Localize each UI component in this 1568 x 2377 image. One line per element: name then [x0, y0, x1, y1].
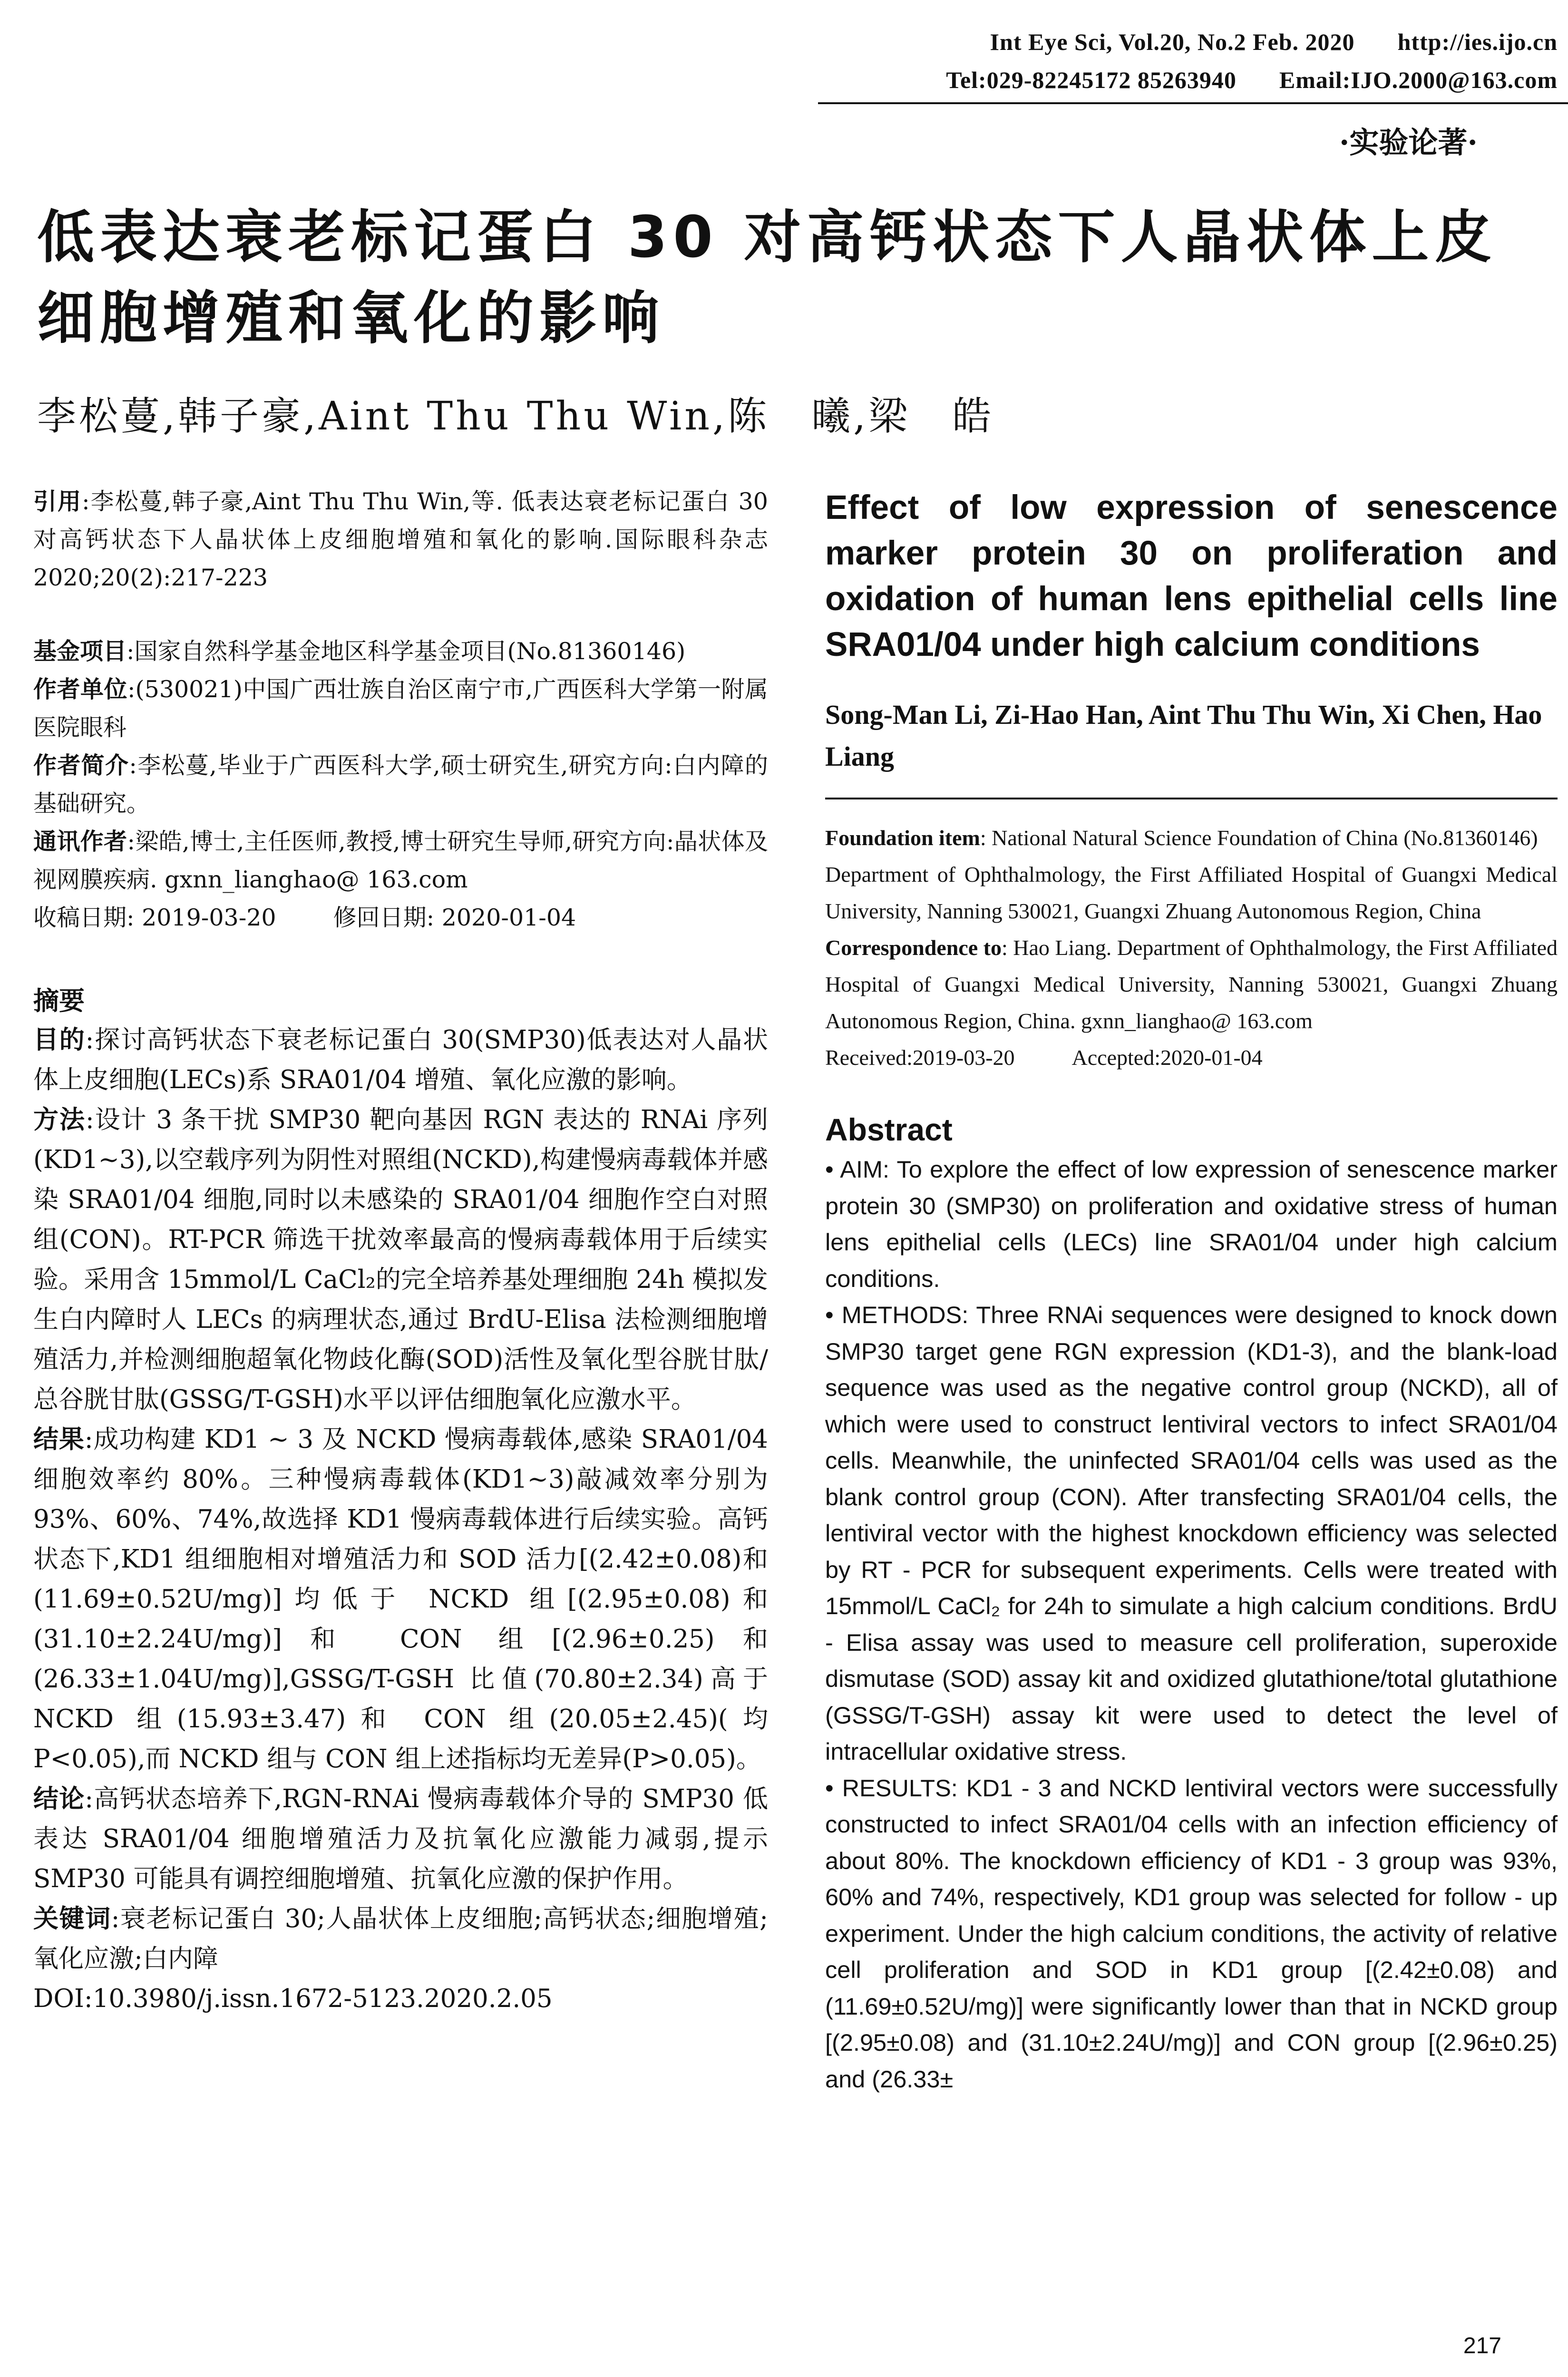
keywords-block [33, 1899, 768, 1979]
section-tag: ·实验论著· [1339, 125, 1478, 160]
fund-label: 基金项目 [33, 638, 127, 665]
journal-url[interactable]: http://ies.ijo.cn [1397, 29, 1558, 55]
revised-date: 修回日期: 2020-01-04 [333, 904, 576, 931]
department-text: Department of Ophthalmology, the First Affiliated Hospital of Guangxi Medical University, Nanning 530021, Guangxi Zhuang Autonomous Region, China [825, 862, 1558, 923]
english-received: Received:2019-03-20 [825, 1045, 1015, 1070]
keywords-label: 关键词 [33, 1904, 111, 1933]
english-accepted: Accepted:2020-01-04 [1071, 1045, 1263, 1070]
header-line-2 [946, 61, 1558, 99]
english-rule [825, 798, 1558, 799]
citation-text: :李松蔓,韩子豪,Aint Thu Thu Win,等. 低表达衰老标记蛋白 30 对高钙状态下人晶状体上皮细胞增殖和氧化的影响.国际眼科杂志 2020;20(2):217-223 [33, 488, 768, 591]
correspondence-block [825, 929, 1558, 1039]
english-title: Effect of low expression of senescence marker protein 30 on proliferation and oxidation of human lens epithelial cells line SRA01/04 under high calcium conditions [825, 489, 1558, 663]
results-label: 结果 [33, 1425, 85, 1454]
methods-label: 方法 [33, 1105, 86, 1134]
corr-block [33, 823, 768, 899]
journal-email[interactable]: Email:IJO.2000@163.com [1279, 67, 1558, 93]
aim-block [33, 1020, 768, 1100]
corr-text: :梁皓,博士,主任医师,教授,博士研究生导师,研究方向:晶状体及视网膜疾病. gxnn_lianghao@ 163.com [33, 828, 768, 893]
conclusion-block [33, 1779, 768, 1899]
correspondence-label: Correspondence to [825, 935, 1002, 960]
bio-text: :李松蔓,毕业于广西医科大学,硕士研究生,研究方向:白内障的基础研究。 [33, 752, 768, 817]
english-aim: • AIM: To explore the effect of low expression of senescence marker protein 30 (SMP30) on proliferation and oxidative stress of human lens epithelial cells (LECs) line SRA01/04 under high calcium conditions. [825, 1156, 1558, 1292]
methods-text: :设计 3 条干扰 SMP30 靶向基因 RGN 表达的 RNAi 序列(KD1~3),以空载序列为阴性对照组(NCKD),构建慢病毒载体并感染 SRA01/04 细胞,同时以未感染的 SRA01/04 细胞作空白对照组(CON)。RT-PCR 筛选干扰效率最高的慢病毒载体用于后续实验。采用含 15mmol/L CaCl₂的完全培养基处理细胞 24h 模拟发生白内障时人 LECs 的病理状态,通过 BrdU-Elisa 法检测细胞增殖活力,并检测细胞超氧化物歧化酶(SOD)活性及氧化型谷胱甘肽/总谷胱甘肽(GSSG/T-GSH)水平以评估细胞氧化应激水平。 [33, 1105, 769, 1414]
methods-block [33, 1100, 768, 1420]
doi[interactable]: DOI:10.3980/j.issn.1672-5123.2020.2.05 [33, 1984, 553, 2013]
chinese-authors: 李松蔓,韩子豪,Aint Thu Thu Win,陈 曦,梁 皓 [37, 394, 994, 439]
citation-label: 引用 [33, 488, 82, 515]
correspondence-text: : Hao Liang. Department of Ophthalmology, the First Affiliated Hospital of Guangxi Medical University, Nanning 530021, Guangxi Zhuang Autonomous Region, China. gxnn_lianghao@ 163.com [825, 935, 1558, 1033]
foundation-text: : National Natural Science Foundation of China (No.81360146) [980, 826, 1538, 850]
unit-block [33, 671, 768, 747]
results-block [33, 1420, 768, 1779]
english-column [825, 485, 1558, 2097]
journal-header [946, 23, 1558, 99]
conclusion-label: 结论 [33, 1784, 85, 1813]
unit-text: :(530021)中国广西壮族自治区南宁市,广西医科大学第一附属医院眼科 [33, 676, 768, 741]
unit-label: 作者单位 [33, 676, 128, 703]
received-date: 收稿日期: 2019-03-20 [33, 904, 276, 931]
fund-block [33, 633, 768, 671]
aim-text: :探讨高钙状态下衰老标记蛋白 30(SMP30)低表达对人晶状体上皮细胞(LECs)系 SRA01/04 增殖、氧化应激的影响。 [33, 1025, 768, 1094]
chinese-title: 低表达衰老标记蛋白 30 对高钙状态下人晶状体上皮细胞增殖和氧化的影响 [37, 205, 1498, 351]
english-results: • RESULTS: KD1 - 3 and NCKD lentiviral vectors were successfully constructed to infect SRA01/04 cells with an infection efficiency of about 80%. The knockdown efficiency of KD1 - 3 group was 93%, 60% and 74%, respectively, KD1 group was selected for follow - up experiment. Under the high calcium conditions, the activity of relative cell proliferation and SOD in KD1 group [(2.42±0.08) and (11.69±0.52U/mg)] were significantly lower than that in NCKD group [(2.95±0.08) and (31.10±2.24U/mg)] and CON group [(2.96±0.25) and (26.33± [825, 1774, 1558, 2093]
chinese-abstract-heading: 摘要 [33, 986, 85, 1016]
fund-text: :国家自然科学基金地区科学基金项目(No.81360146) [127, 638, 686, 665]
conclusion-text: :高钙状态培养下,RGN-RNAi 慢病毒载体介导的 SMP30 低表达 SRA01/04 细胞增殖活力及抗氧化应激能力减弱,提示 SMP30 可能具有调控细胞增殖、抗氧化应激的保护作用。 [33, 1784, 768, 1893]
bio-block [33, 747, 768, 823]
keywords-text: :衰老标记蛋白 30;人晶状体上皮细胞;高钙状态;细胞增殖;氧化应激;白内障 [33, 1904, 769, 1973]
bio-label: 作者简介 [33, 752, 129, 779]
journal-citation: Int Eye Sci, Vol.20, No.2 Feb. 2020 [990, 29, 1355, 55]
citation-block [33, 483, 768, 597]
chinese-dates [33, 899, 768, 937]
page-number: 217 [1463, 2333, 1501, 2358]
english-methods: • METHODS: Three RNAi sequences were designed to knock down SMP30 target gene RGN expression (KD1-3), and the blank-load sequence was used as the negative control group (NCKD), all of which were used to construct lentiviral vectors to infect SRA01/04 cells. Meanwhile, the uninfected SRA01/04 cells was used as the blank control group (CON). After transfecting SRA01/04 cells, the lentiviral vector with the highest knockdown efficiency was selected by RT - PCR for subsequent experiments. Cells were treated with 15mmol/L CaCl₂ for 24h to simulate a high calcium conditions. BrdU - Elisa assay was used to measure cell proliferation, superoxide dismutase (SOD) assay kit and oxidized glutathione/total glutathione (GSSG/T-GSH) assay kit were used to detect the level of intracellular oxidative stress. [825, 1301, 1558, 1765]
aim-label: 目的 [33, 1025, 86, 1054]
foundation-block [825, 819, 1558, 856]
foundation-label: Foundation item [825, 826, 980, 850]
english-abstract-heading: Abstract [825, 1112, 953, 1147]
journal-tel: Tel:029-82245172 85263940 [946, 67, 1237, 93]
english-dates [825, 1039, 1558, 1076]
results-text: :成功构建 KD1 ~ 3 及 NCKD 慢病毒载体,感染 SRA01/04 细胞效率约 80%。三种慢病毒载体(KD1~3)敲减效率分别为 93%、60%、74%,故选择 KD1 慢病毒载体进行后续实验。高钙状态下,KD1 组细胞相对增殖活力和 SOD 活力[(2.42±0.08)和(11.69±0.52U/mg)]均低于 NCKD 组[(2.95±0.08)和(31.10±2.24U/mg)]和 CON 组[(2.96±0.25)和(26.33±1.04U/mg)],GSSG/T-GSH 比值(70.80±2.34)高于 NCKD 组(15.93±3.47)和 CON 组(20.05±2.45)(均 P<0.05),而 NCKD 组与 CON 组上述指标均无差异(P>0.05)。 [33, 1425, 769, 1773]
chinese-column [33, 483, 768, 2019]
english-authors: Song-Man Li, Zi-Hao Han, Aint Thu Thu Win, Xi Chen, Hao Liang [825, 699, 1542, 772]
english-info [825, 819, 1558, 1076]
header-rule [818, 102, 1568, 104]
header-line-1 [946, 23, 1558, 61]
corr-label: 通讯作者 [33, 828, 127, 855]
